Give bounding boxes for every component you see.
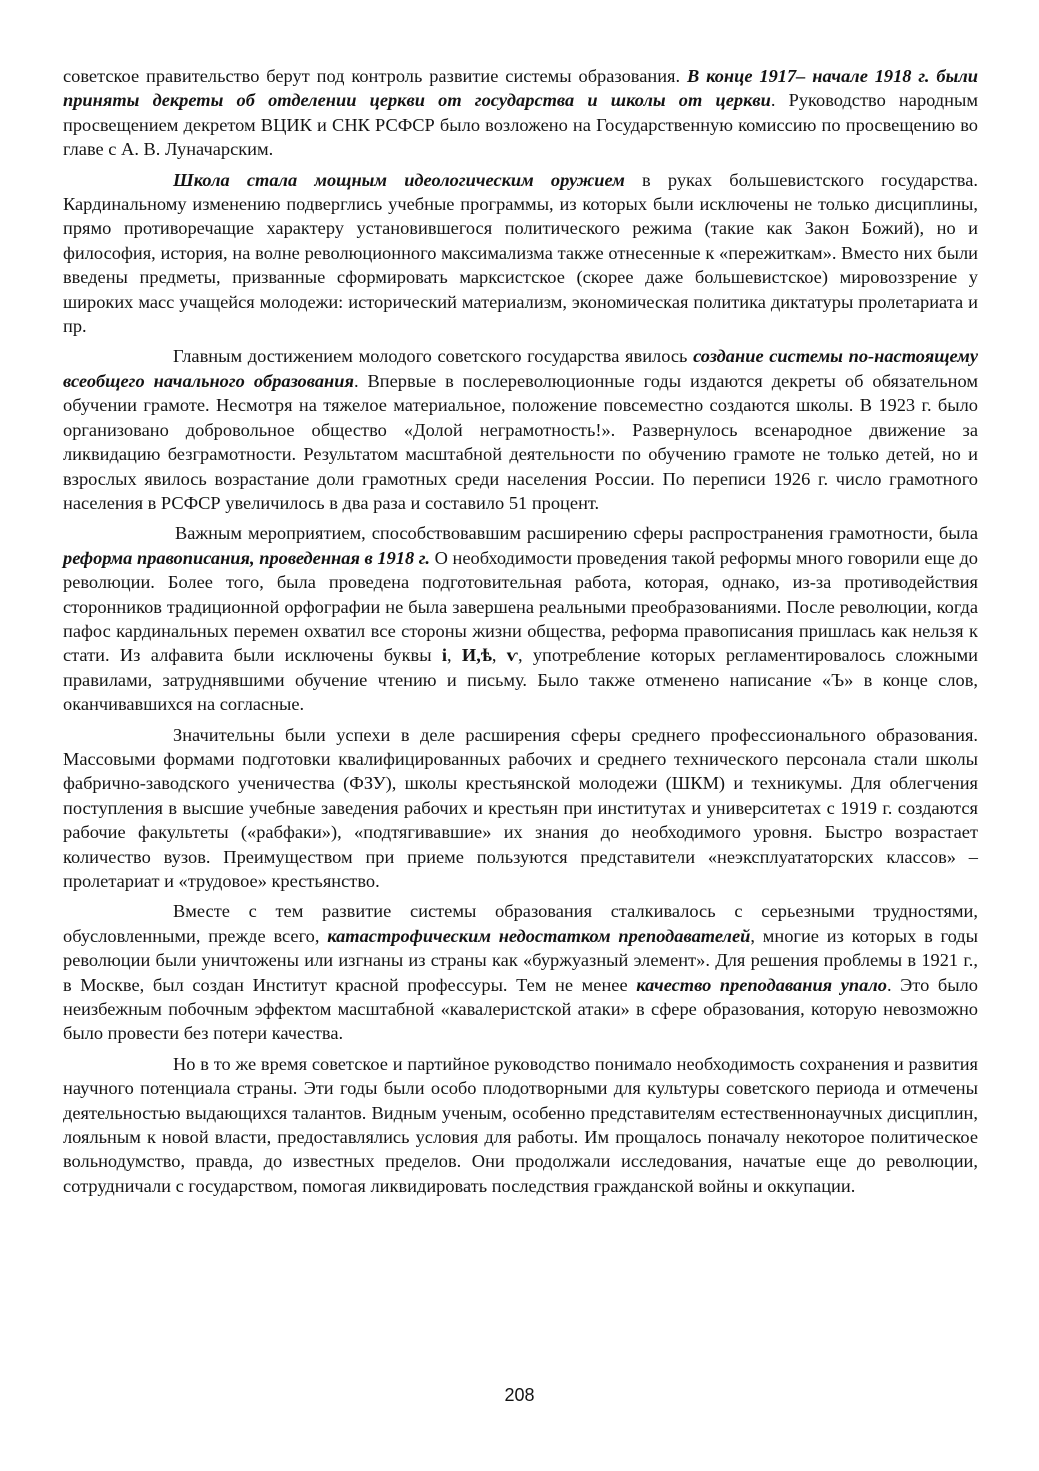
paragraph-2: [63, 168, 978, 339]
text-run: Но в то же время советское и партийное руководство понимало необходимость сохранения и развития научного потенциала страны. Эти годы были особо плодотворными для культуры советского периода и отмечены деятельностью выдающихся талантов. Видным ученым, особенно представителям естественнонаучных дисциплин, лояльным к новой власти, предоставлялись условия для работы. Им прощалось поначалу некоторое политическое вольнодумство, правда, до известных пределов. Они продолжали исследования, начатые еще до революции, сотрудничали с государством, помогая ликвидировать последствия гражданской войны и оккупации.: [63, 1053, 978, 1196]
paragraph-5: [63, 723, 978, 894]
text-run: советское правительство берут под контроль развитие системы образования.: [63, 66, 687, 86]
page-number: 208: [504, 1385, 535, 1405]
emphasis-run: Школа стала мощным идеологическим оружием: [173, 169, 625, 190]
paragraph-4: [63, 521, 978, 716]
text-run: Вместе с тем развитие системы образования сталкивалось с серьезными трудностями, обусловленными, прежде всего,: [63, 901, 978, 946]
text-run: , употребление которых регламентировалось сложными правилами, затруднявшими обучение чтению и письму. Было также отменено написание «Ъ» в конце слов, оканчивавшихся на согласные.: [63, 645, 979, 715]
paragraph-7: [63, 1052, 978, 1198]
emphasis-run: В конце 1917– начале 1918 г. были приняты декреты об отделении церкви от государства и школы от церкви: [63, 66, 978, 111]
paragraph-6: [63, 899, 978, 1045]
body-text: [63, 64, 978, 1198]
emphasis-run: создание системы по-настоящему всеобщего начального образования: [63, 346, 978, 391]
text-run: ,: [447, 645, 462, 666]
text-run: ,: [491, 645, 507, 666]
emphasis-run: реформа правописания, проведенная в 1918 г.: [63, 547, 430, 568]
text-run: Важным мероприятием, способствовавшим расширению сферы распространения грамотности, была: [175, 523, 978, 544]
text-run: . Впервые в послереволюционные годы издаются декреты об обязательном обучении грамоте. Несмотря на тяжелое материальное, положение повсеместно создаются школы. В 1923 г. было организовано добровольное общество «Долой неграмотность!». Развернулось всенародное движение за ликвидацию безграмотности. Результатом масштабной деятельности по обучению грамоте не только детей, но и взрослых явилось возрастание доли грамотных среди населения России. По переписи 1926 г. число грамотного населения в РСФСР увеличилось в два раза и составило 51 процент.: [63, 370, 978, 513]
text-run: О необходимости проведения такой реформы много говорили еще до революции. Более того, была проведена подготовительная работа, которая, однако, из-за противодействия сторонников традиционной орфографии не была завершена реальными преобразованиями. После революции, когда пафос кардинальных перемен охватил все стороны жизни общества, реформа правописания пришлась как нельзя к стати. Из алфавита были исключены буквы: [63, 547, 978, 666]
letter-run: И,ѣ: [461, 645, 492, 666]
emphasis-run: катастрофическим недостатком преподавателей: [327, 925, 751, 946]
letter-run: ѵ: [506, 645, 518, 666]
text-run: . Руководство народным просвещением декретом ВЦИК и СНК РСФСР было возложено на Государственную комиссию по просвещению во главе с А. В. Луначарским.: [63, 90, 978, 160]
paragraph-3: [63, 344, 978, 515]
text-run: . Это было неизбежным побочным эффектом масштабной «кавалеристской атаки» в сфере образования, которую невозможно было провести без потери качества.: [63, 974, 978, 1044]
text-run: в руках большевистского государства. Кардинальному изменению подверглись учебные программы, из которых были исключены не только дисциплины, прямо противоречащие характеру установившегося политического режима (такие как Закон Божий), но и философия, история, на волне революционного максимализма также отнесенные к «пережиткам». Вместо них были введены предметы, призванные сформировать марксистское (скорее даже большевистское) мировоззрение у широких масс учащейся молодежи: исторический материализм, экономическая политика диктатуры пролетариата и пр.: [63, 169, 978, 337]
text-run: Значительны были успехи в деле расширения сферы среднего профессионального образования. Массовыми формами подготовки квалифицированных рабочих и среднего технического персонала стали школы фабрично-заводского ученичества (ФЗУ), школы крестьянской молодежи (ШКМ) и техникумы. Для облегчения поступления в высшие учебные заведения рабочих и крестьян при институтах и университетах с 1919 г. создаются рабочие факультеты («рабфаки»), «подтягивавшие» их знания до необходимого уровня. Быстро возрастает количество вузов. Преимуществом при приеме пользуются представители «неэксплуататорских классов» – пролетариат и «трудовое» крестьянство.: [63, 724, 978, 891]
text-run: Главным достижением молодого советского государства явилось: [173, 346, 694, 367]
letter-run: і: [441, 645, 447, 666]
paragraph-1: [63, 64, 978, 162]
text-run: , многие из которых в годы революции были уничтожены или изгнаны из страны как «буржуазный элемент». Для решения проблемы в 1921 г., в Москве, был создан Институт красной профессуры. Тем не менее: [63, 925, 978, 995]
emphasis-run: качество преподавания упало: [636, 974, 887, 995]
